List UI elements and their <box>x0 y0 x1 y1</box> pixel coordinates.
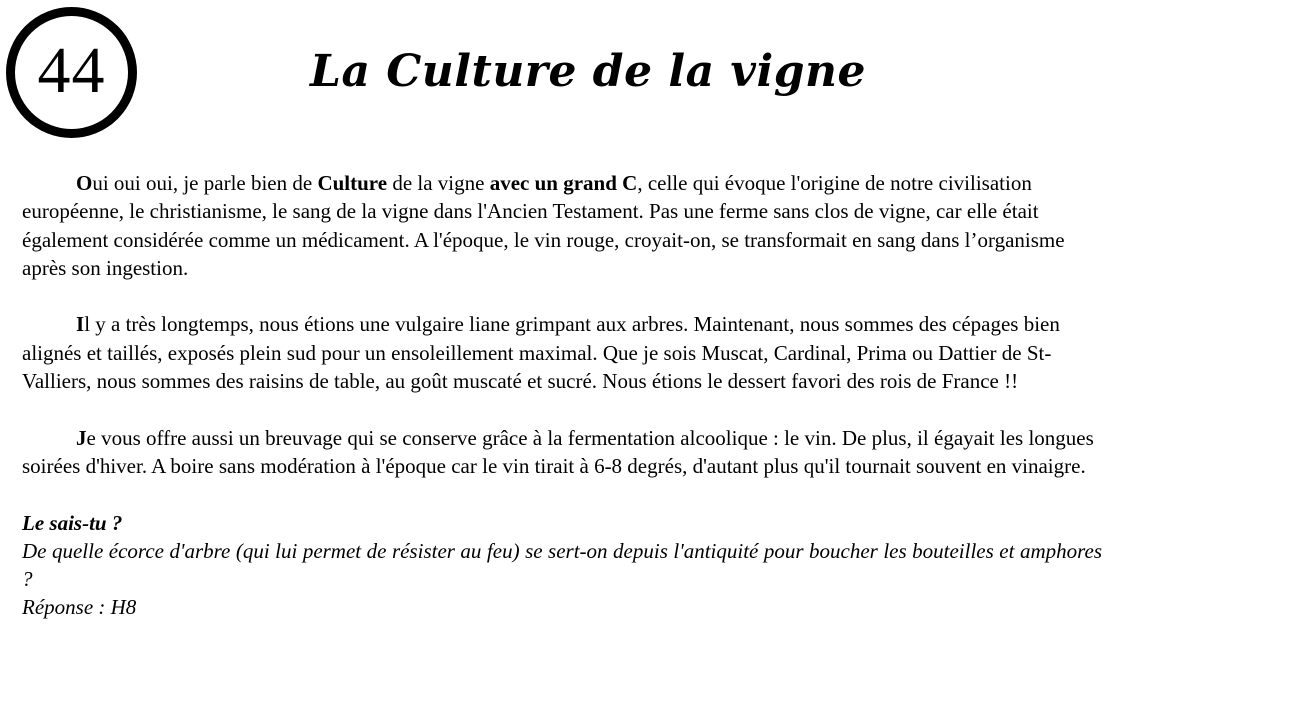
paragraph-text-segment: I <box>76 312 85 337</box>
quiz-section <box>22 509 1102 622</box>
paragraph-text-segment: ui oui oui, je parle bien de <box>92 171 318 195</box>
paragraph-3 <box>22 424 1102 481</box>
paragraph-text-segment: avec un grand C <box>489 171 638 195</box>
paragraph-text-segment: de la vigne <box>387 171 490 195</box>
paragraph-2 <box>22 310 1102 395</box>
paragraph-text-segment: , celle qui évoque l'origine de notre civilisation européenne, le christianisme, le sang de la vigne dans l'Ancien Testament. Pas une ferme sans clos de vigne, car elle était également considérée comme un médicament. A l'époque, le vin rouge, croyait-on, se transformait en sang dans l’organisme après son ingestion. <box>22 171 1065 280</box>
paragraph-text-segment: J <box>76 425 87 450</box>
paragraph-text-segment: l y a très longtemps, nous étions une vulgaire liane grimpant aux arbres. Maintenant, nous sommes des cépages bien alignés et taillés, exposés plein sud pour un ensoleillement maximal. Que je sois Muscat, Cardinal, Prima ou Dattier de St-Valliers, nous sommes des raisins de table, au goût muscaté et sucré. Nous étions le dessert favori des rois de France !! <box>22 312 1060 394</box>
quiz-question: De quelle écorce d'arbre (qui lui permet de résister au feu) se sert-on depuis l'antiquité pour boucher les bouteilles et amphores ? <box>22 538 1102 592</box>
paragraph-text-segment: O <box>76 171 93 195</box>
paragraph-text-segment: Culture <box>317 171 388 195</box>
quiz-label: Le sais-tu ? <box>22 510 123 535</box>
article-body <box>22 169 1102 622</box>
page-title: La Culture de la vigne <box>310 46 866 97</box>
quiz-answer: Réponse : H8 <box>22 595 137 620</box>
paragraph-1 <box>22 169 1102 282</box>
paragraph-text-segment: e vous offre aussi un breuvage qui se conserve grâce à la fermentation alcoolique : le vin. De plus, il égayait les longues soirées d'hiver. A boire sans modération à l'époque car le vin tirait à 6-8 degrés, d'autant plus qu'il tournait souvent en vinaigre. <box>22 425 1094 478</box>
page-number-badge <box>6 7 137 138</box>
page-number: 44 <box>37 34 106 107</box>
